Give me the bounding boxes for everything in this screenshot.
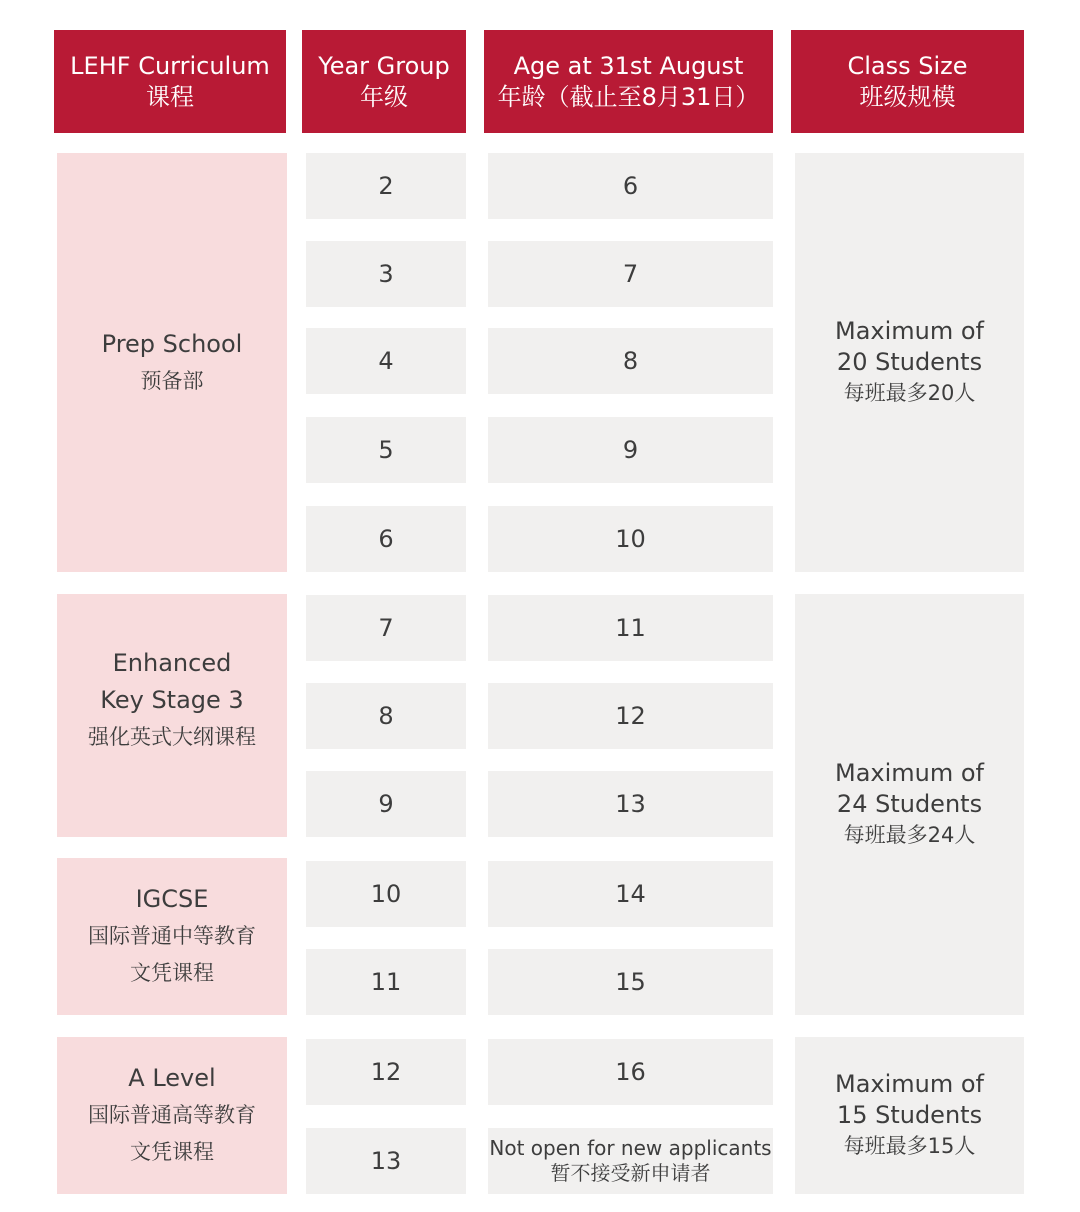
class-size-line: Maximum of — [834, 1070, 984, 1098]
curriculum-title: Enhanced — [112, 649, 232, 677]
year-cell: 3 — [306, 241, 466, 307]
year-cell: 13 — [306, 1128, 466, 1194]
header-year-group — [302, 30, 466, 133]
age-cell: 12 — [488, 683, 773, 749]
class-size-line: 15 Students — [836, 1101, 983, 1129]
class-size-line: Maximum of — [834, 759, 984, 787]
header-year-group-zh: 年级 — [360, 82, 408, 111]
header-age — [484, 30, 773, 133]
curriculum-title-zh: 预备部 — [140, 368, 204, 393]
header-class-size-zh: 班级规模 — [859, 82, 956, 111]
year-cell: 11 — [306, 949, 466, 1015]
curriculum-title-zh: 国际普通中等教育 — [88, 924, 256, 948]
header-class-size — [791, 30, 1024, 133]
header-curriculum-en: LEHF Curriculum — [70, 51, 270, 80]
year-cell: 2 — [306, 153, 466, 219]
year-cell: 6 — [306, 506, 466, 572]
age-cell: 11 — [488, 595, 773, 661]
curriculum-title: A Level — [128, 1064, 216, 1092]
age-cell: 14 — [488, 861, 773, 927]
curriculum-title: Key Stage 3 — [100, 686, 244, 714]
curriculum-prep-school — [57, 153, 287, 572]
header-year-group-en: Year Group — [318, 51, 450, 80]
not-open-en: Not open for new applicants — [489, 1136, 772, 1160]
class-size-line: Maximum of — [834, 317, 984, 345]
age-cell: 16 — [488, 1039, 773, 1105]
age-cell: 13 — [488, 771, 773, 837]
age-cell: 9 — [488, 417, 773, 483]
curriculum-title: Prep School — [101, 329, 243, 358]
age-cell-not-open — [488, 1128, 773, 1194]
year-cell: 8 — [306, 683, 466, 749]
age-cell: 7 — [488, 241, 773, 307]
age-cell: 15 — [488, 949, 773, 1015]
header-curriculum — [54, 30, 286, 133]
curriculum-a-level — [57, 1037, 287, 1194]
header-class-size-en: Class Size — [847, 51, 968, 80]
year-cell: 5 — [306, 417, 466, 483]
curriculum-title-zh: 国际普通高等教育 — [88, 1103, 256, 1127]
header-age-en: Age at 31st August — [513, 51, 744, 80]
curriculum-igcse — [57, 858, 287, 1015]
curriculum-title-zh: 强化英式大纲课程 — [88, 725, 256, 749]
header-curriculum-zh: 课程 — [146, 82, 194, 111]
year-cell: 9 — [306, 771, 466, 837]
curriculum-title-zh: 文凭课程 — [130, 1140, 214, 1164]
age-cell: 8 — [488, 328, 773, 394]
year-cell: 4 — [306, 328, 466, 394]
class-size-line: 20 Students — [836, 348, 983, 376]
class-size-zh: 每班最多15人 — [843, 1134, 976, 1158]
year-cell: 12 — [306, 1039, 466, 1105]
curriculum-title-zh: 文凭课程 — [130, 961, 214, 985]
curriculum-title: IGCSE — [135, 885, 209, 913]
class-size-zh: 每班最多24人 — [843, 823, 976, 847]
age-cell: 6 — [488, 153, 773, 219]
curriculum-enhanced-ks3 — [57, 594, 287, 837]
year-cell: 10 — [306, 861, 466, 927]
class-size-prep — [795, 153, 1024, 572]
year-cell: 7 — [306, 595, 466, 661]
age-cell: 10 — [488, 506, 773, 572]
class-size-line: 24 Students — [836, 790, 983, 818]
class-size-zh: 每班最多20人 — [843, 381, 976, 405]
not-open-zh: 暂不接受新申请者 — [550, 1161, 711, 1185]
class-size-ks3-igcse — [795, 594, 1024, 1015]
class-size-a-level — [795, 1037, 1024, 1194]
header-age-zh: 年龄（截止至8月31日） — [497, 82, 760, 111]
